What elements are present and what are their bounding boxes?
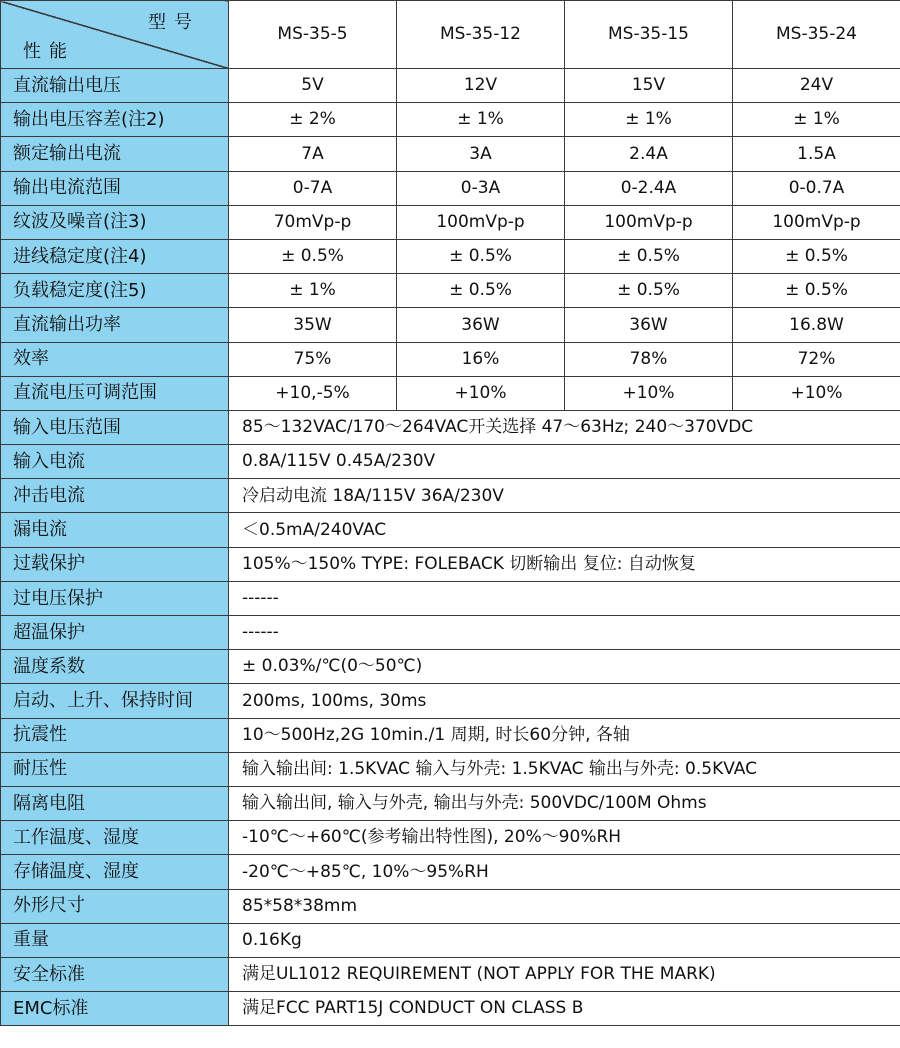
spec-value: 75%	[229, 342, 397, 376]
spec-row	[1, 889, 900, 923]
spec-value: 35W	[229, 308, 397, 342]
spec-row	[1, 274, 900, 308]
spec-value: 0-0.7A	[733, 171, 900, 205]
spec-value-common: 10～500Hz,2G 10min./1 周期, 时长60分钟, 各轴	[229, 718, 900, 752]
spec-value: 0-2.4A	[565, 171, 733, 205]
spec-row	[1, 445, 900, 479]
spec-row	[1, 752, 900, 786]
spec-value: 12V	[397, 69, 565, 103]
spec-value-common: 105%～150% TYPE: FOLEBACK 切断输出 复位: 自动恢复	[229, 547, 900, 581]
spec-label: 负载稳定度(注5)	[1, 274, 229, 308]
spec-value-common: 满足UL1012 REQUIREMENT (NOT APPLY FOR THE MARK)	[229, 957, 900, 991]
spec-value: 5V	[229, 69, 397, 103]
spec-row	[1, 410, 900, 444]
spec-value: 36W	[565, 308, 733, 342]
spec-value: 100mVp-p	[565, 205, 733, 239]
spec-label: 耐压性	[1, 752, 229, 786]
corner-header-cell	[1, 1, 229, 69]
spec-row	[1, 650, 900, 684]
spec-row	[1, 581, 900, 615]
spec-row	[1, 547, 900, 581]
spec-value: ± 0.5%	[397, 274, 565, 308]
spec-row	[1, 718, 900, 752]
model-header-4: MS-35-24	[733, 1, 900, 69]
spec-value-common: ------	[229, 581, 900, 615]
spec-value-common: 输入输出间: 1.5KVAC 输入与外壳: 1.5KVAC 输出与外壳: 0.5KVAC	[229, 752, 900, 786]
spec-row	[1, 855, 900, 889]
spec-label: 抗震性	[1, 718, 229, 752]
spec-label: 输入电流	[1, 445, 229, 479]
spec-value: +10%	[397, 376, 565, 410]
spec-label: 工作温度、湿度	[1, 821, 229, 855]
spec-label: 效率	[1, 342, 229, 376]
spec-label: 冲击电流	[1, 479, 229, 513]
spec-value-common: 85～132VAC/170～264VAC开关选择 47～63Hz; 240～370VDC	[229, 410, 900, 444]
spec-row	[1, 376, 900, 410]
spec-label: 漏电流	[1, 513, 229, 547]
spec-value: 72%	[733, 342, 900, 376]
spec-value: +10,-5%	[229, 376, 397, 410]
spec-value: ± 1%	[565, 103, 733, 137]
spec-value: 3A	[397, 137, 565, 171]
spec-value: 0-3A	[397, 171, 565, 205]
spec-value-common: 输入输出间, 输入与外壳, 输出与外壳: 500VDC/100M Ohms	[229, 786, 900, 820]
spec-row	[1, 308, 900, 342]
spec-value-common: ＜0.5mA/240VAC	[229, 513, 900, 547]
model-header-1: MS-35-5	[229, 1, 397, 69]
spec-value: ± 2%	[229, 103, 397, 137]
spec-value: 78%	[565, 342, 733, 376]
spec-row	[1, 137, 900, 171]
spec-row	[1, 171, 900, 205]
spec-row	[1, 205, 900, 239]
spec-label: 过电压保护	[1, 581, 229, 615]
spec-label: 额定输出电流	[1, 137, 229, 171]
spec-value: ± 0.5%	[733, 239, 900, 273]
spec-label: 重量	[1, 923, 229, 957]
spec-value: 1.5A	[733, 137, 900, 171]
spec-row	[1, 239, 900, 273]
spec-value: 16.8W	[733, 308, 900, 342]
spec-row	[1, 103, 900, 137]
spec-value: ± 0.5%	[229, 239, 397, 273]
spec-value-common: 冷启动电流 18A/115V 36A/230V	[229, 479, 900, 513]
spec-label: 外形尺寸	[1, 889, 229, 923]
spec-row	[1, 992, 900, 1026]
spec-row	[1, 513, 900, 547]
spec-label: 超温保护	[1, 616, 229, 650]
model-header-2: MS-35-12	[397, 1, 565, 69]
spec-label: 纹波及噪音(注3)	[1, 205, 229, 239]
spec-value: 16%	[397, 342, 565, 376]
corner-performance-label: 性能	[23, 41, 75, 63]
spec-row	[1, 821, 900, 855]
spec-value: 36W	[397, 308, 565, 342]
spec-label: 输出电压容差(注2)	[1, 103, 229, 137]
spec-value-common: ------	[229, 616, 900, 650]
corner-model-label: 型号	[148, 12, 200, 33]
spec-row	[1, 923, 900, 957]
spec-label: 温度系数	[1, 650, 229, 684]
spec-label: 存储温度、湿度	[1, 855, 229, 889]
spec-value-common: -10℃～+60℃(参考输出特性图), 20%～90%RH	[229, 821, 900, 855]
spec-value: 0-7A	[229, 171, 397, 205]
spec-label: 直流输出电压	[1, 69, 229, 103]
spec-value: 2.4A	[565, 137, 733, 171]
spec-value: 70mVp-p	[229, 205, 397, 239]
model-header-3: MS-35-15	[565, 1, 733, 69]
spec-row	[1, 786, 900, 820]
header-row	[1, 1, 900, 69]
spec-value: ± 1%	[397, 103, 565, 137]
spec-value-common: ± 0.03%/℃(0～50℃)	[229, 650, 900, 684]
spec-value: 100mVp-p	[733, 205, 900, 239]
spec-label: 进线稳定度(注4)	[1, 239, 229, 273]
spec-value-common: 满足FCC PART15J CONDUCT ON CLASS B	[229, 992, 900, 1026]
spec-label: 安全标准	[1, 957, 229, 991]
spec-value-common: 0.16Kg	[229, 923, 900, 957]
spec-value-common: 85*58*38mm	[229, 889, 900, 923]
spec-value: ± 0.5%	[565, 274, 733, 308]
spec-label: 隔离电阻	[1, 786, 229, 820]
spec-value: ± 0.5%	[397, 239, 565, 273]
spec-label: EMC标准	[1, 992, 229, 1026]
spec-value: 24V	[733, 69, 900, 103]
spec-value-common: -20℃～+85℃, 10%～95%RH	[229, 855, 900, 889]
spec-value: ± 0.5%	[565, 239, 733, 273]
spec-row	[1, 684, 900, 718]
spec-value-common: 200ms, 100ms, 30ms	[229, 684, 900, 718]
spec-label: 启动、上升、保持时间	[1, 684, 229, 718]
spec-value: 7A	[229, 137, 397, 171]
spec-value: +10%	[733, 376, 900, 410]
spec-label: 直流电压可调范围	[1, 376, 229, 410]
spec-value: 15V	[565, 69, 733, 103]
spec-value: 100mVp-p	[397, 205, 565, 239]
spec-value-common: 0.8A/115V 0.45A/230V	[229, 445, 900, 479]
spec-label: 直流输出功率	[1, 308, 229, 342]
spec-row	[1, 69, 900, 103]
spec-row	[1, 957, 900, 991]
spec-row	[1, 479, 900, 513]
spec-label: 输出电流范围	[1, 171, 229, 205]
spec-label: 过载保护	[1, 547, 229, 581]
spec-value: +10%	[565, 376, 733, 410]
spec-label: 输入电压范围	[1, 410, 229, 444]
spec-row	[1, 616, 900, 650]
spec-value: ± 1%	[733, 103, 900, 137]
spec-value: ± 0.5%	[733, 274, 900, 308]
spec-value: ± 1%	[229, 274, 397, 308]
spec-row	[1, 342, 900, 376]
